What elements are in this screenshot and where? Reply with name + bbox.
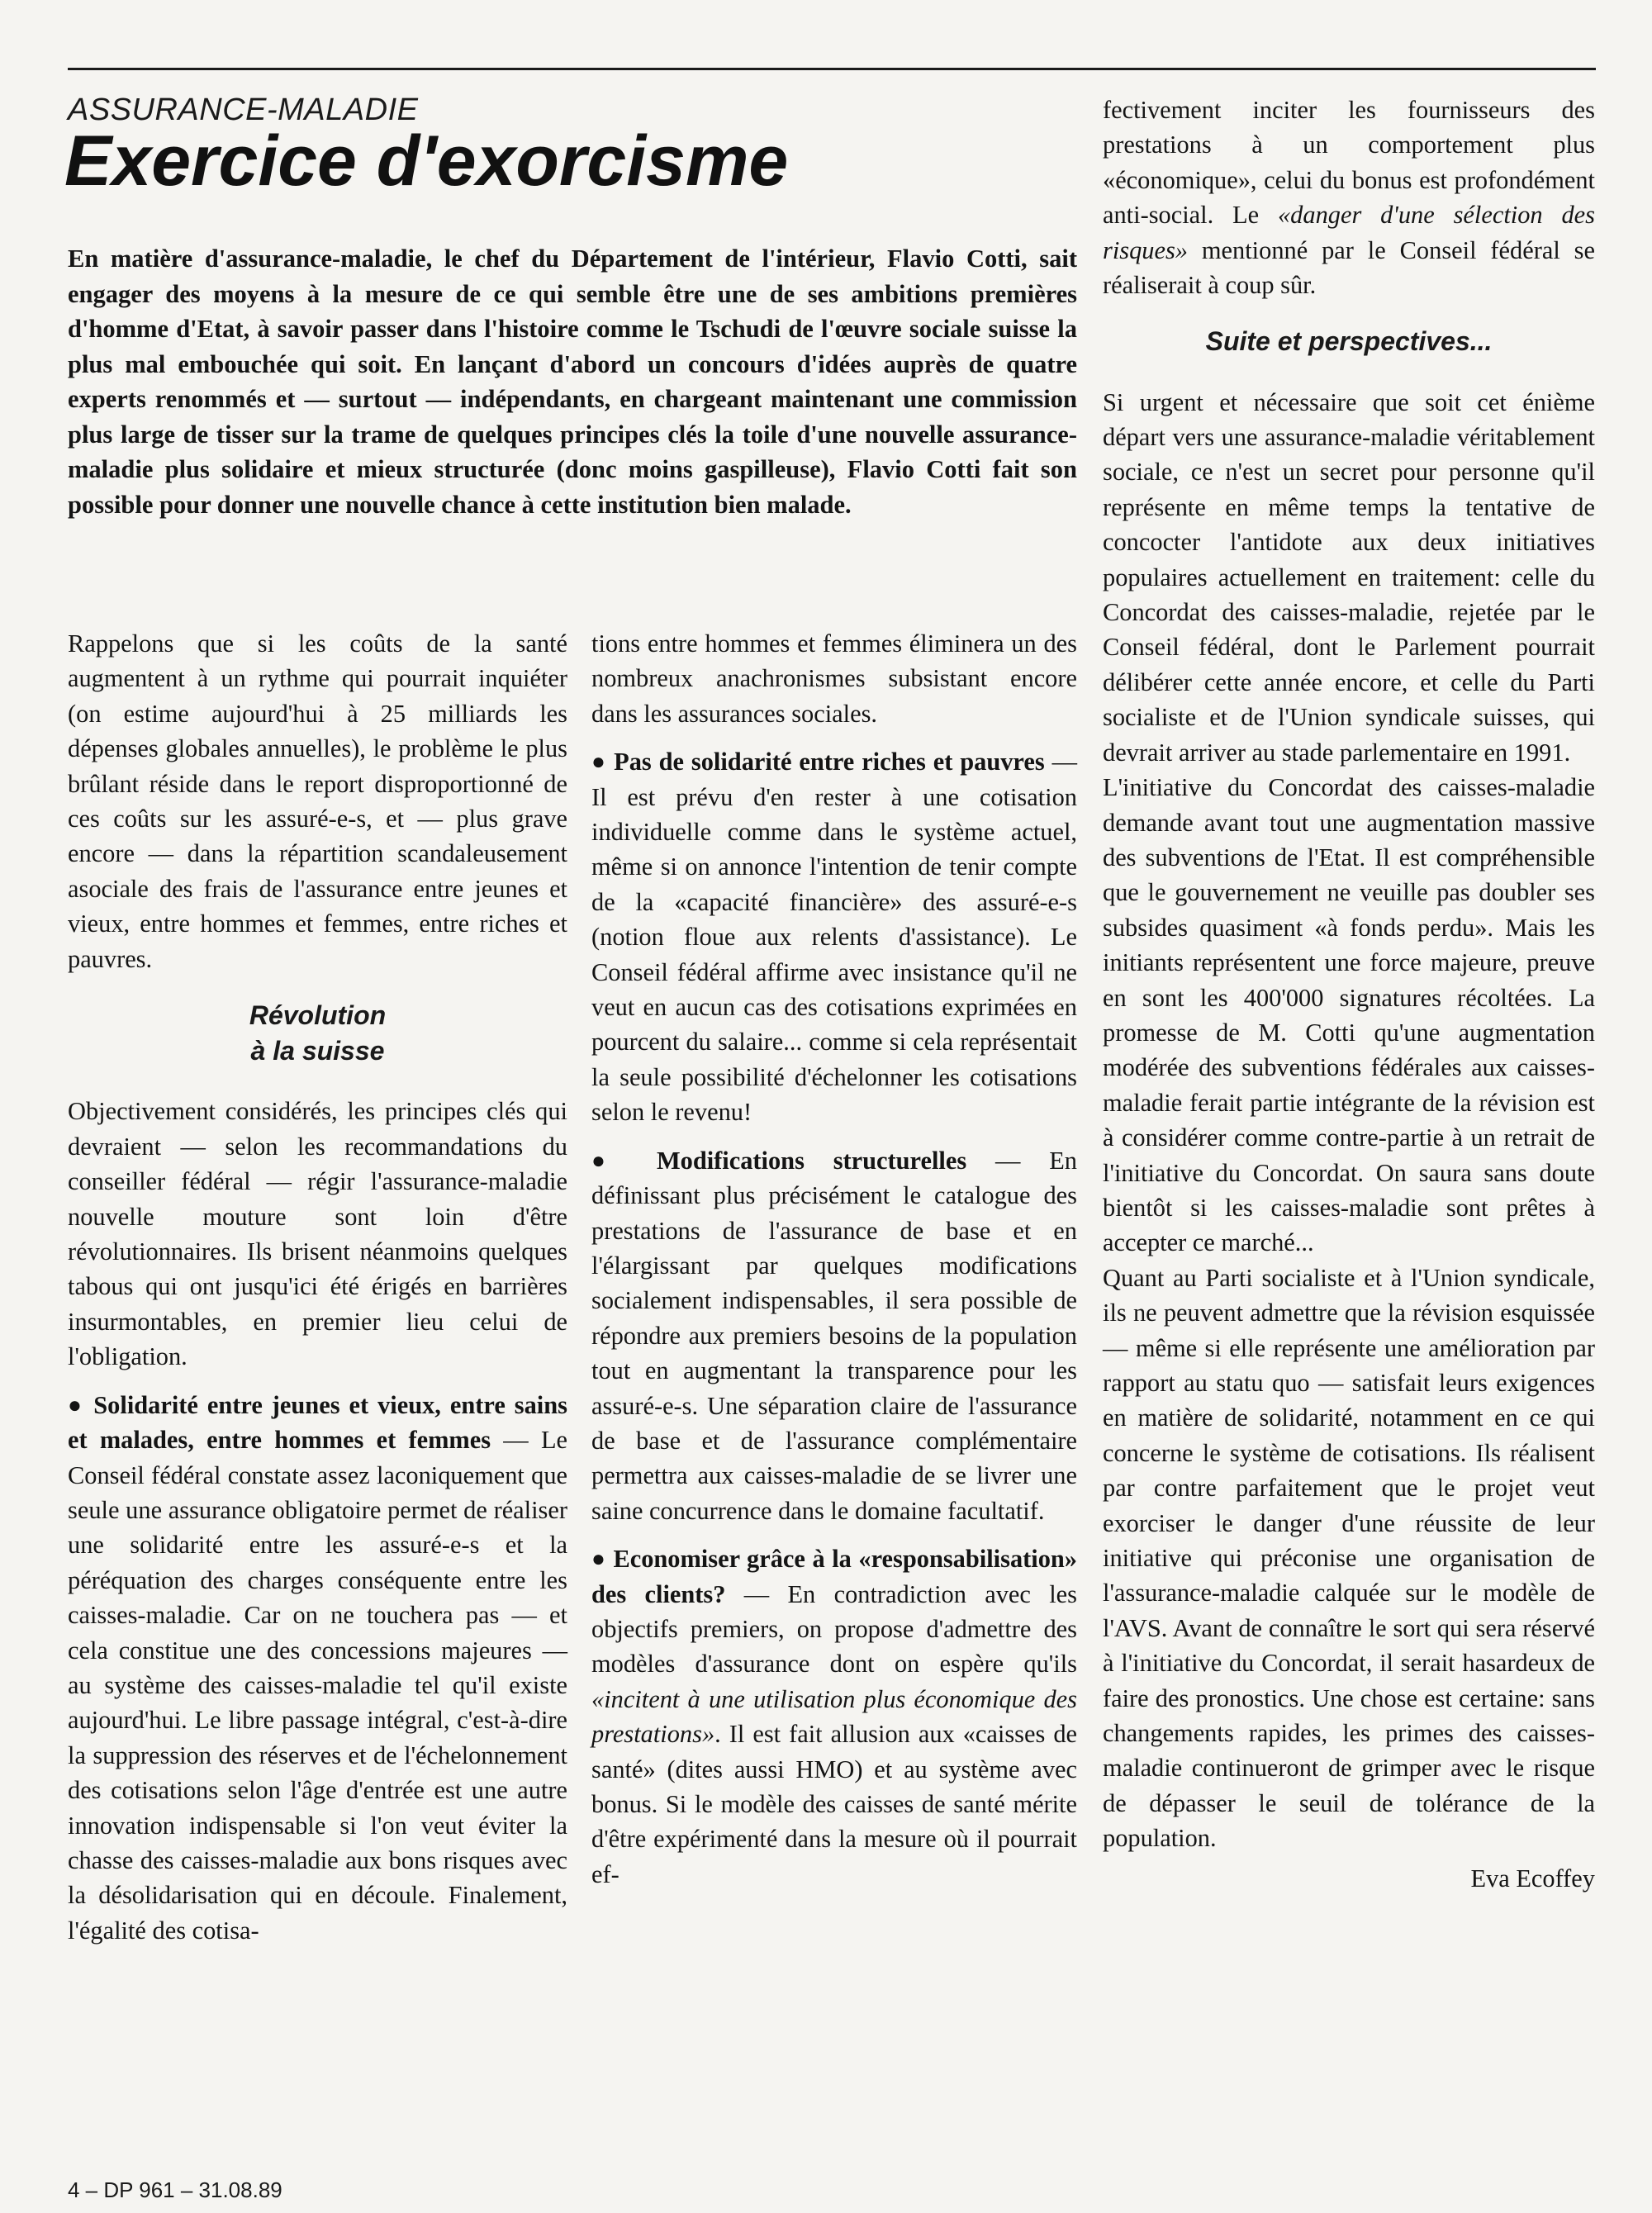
section-kicker: ASSURANCE-MALADIE	[68, 93, 419, 127]
bullet-section-solidarity	[68, 1388, 567, 1949]
paragraph: Quant au Parti socialiste et à l'Union syndicale, ils ne peuvent admettre que la révision esquissée — même si elle représente une amélioration par rapport au statu quo — satisfait leurs exigences en matière de solidarité, notamment en ce qui concerne le système de cotisations. Ils réalisent par contre parfaitement que le projet veut exorciser le danger d'une réussite de leur initiative qui préconise une organisation de l'assurance-maladie calquée sur le modèle de l'AVS. Avant de connaître le sort qui sera réservé à l'initiative du Concordat, il serait hasardeux de faire des pronostics. Une chose est certaine: sans changements rapides, les primes des caisses-maladie continueront de grimper avec le risque de dépasser le seuil de tolérance de la population.	[1103, 1263, 1595, 1853]
article-title: Exercice d'exorcisme	[64, 121, 789, 201]
paragraph	[1103, 93, 1595, 302]
bullet-text: — Le Conseil fédéral constate assez laconiquement que seule une assurance obligatoire permet de réaliser une solidarité entre les assuré-e-s et la péréquation des charges conséquente entre les caisses-maladie. Car on ne touchera pas — et cela constitue une des concessions majeures — au système des caisses-maladie tel qu'il existe aujourd'hui. Le libre passage intégral, c'est-à-dire la suppression des réserves et de l'échelonnement des cotisations selon l'âge d'entrée est une autre innovation indispensable si l'on veut éviter la chasse des caisses-maladie aux bons risques avec la désolidarisation qui en découle. Finalement, l'égalité des cotisa-	[68, 1426, 567, 1945]
subheading-line: à la suisse	[250, 1036, 385, 1066]
quote: «incitent à une utilisation plus économique des prestations»	[591, 1684, 1077, 1749]
bullet-heading: Pas de solidarité entre riches et pauvres	[614, 748, 1045, 776]
column-2	[591, 626, 1077, 1892]
paragraph: L'initiative du Concordat des caisses-maladie demande avant tout une augmentation massive des subventions de l'Etat. Il est compréhensible que le gouvernement ne veuille pas doubler ses subsides quasiment «à fonds perdu». Mais les initiants représentent une force majeure, preuve en sont les 400'000 signatures récoltées. La promesse de M. Cotti qu'une augmentation modérée des subventions fédérales aux caisses-maladie ferait partie intégrante de la révision est à considérer comme contre-partie à un retrait de l'initiative du Concordat. On saura sans doute bientôt si les caisses-maladie sont prêtes à accepter ce marché...	[1103, 773, 1595, 1257]
bullet-heading: Solidarité entre jeunes et vieux, entre sains et malades, entre hommes et femmes	[68, 1390, 567, 1455]
lead-paragraph: En matière d'assurance-maladie, le chef du Département de l'intérieur, Flavio Cotti, sait engager des moyens à la mesure de ce qui semble être une de ses ambitions premières d'homme d'Etat, à savoir passer dans l'histoire comme le Tschudi de l'œuvre sociale suisse la plus mal embouchée qui soit. En lançant d'abord un concours d'idées auprès de quatre experts renommés et — surtout — indépendants, en chargeant maintenant une commission plus large de tisser sur la trame de quelques principes clés la toile d'une nouvelle assurance-maladie plus solidaire et mieux structurée (donc moins gaspilleuse), Flavio Cotti fait son possible pour donner une nouvelle chance à cette institution bien malade.	[68, 245, 1077, 519]
text: fectivement inciter les fournisseurs des prestations à un comportement plus «économique», celui du bonus est profondément anti-social. Le	[1103, 96, 1595, 230]
text: mentionné par le Conseil fédéral se réaliserait à coup sûr.	[1103, 235, 1595, 300]
bullet-icon: ●	[591, 1147, 629, 1174]
bullet-icon: ●	[68, 1392, 85, 1418]
quote: «danger d'une sélection des risques»	[1103, 201, 1595, 264]
column-3	[1103, 93, 1595, 1896]
bullet-text: . Il est fait allusion aux «caisses de santé» (dites aussi HMO) et au système avec bonus. Si le modèle des caisses de santé mérite d'être expérimenté dans la mesure où il pourrait ef-	[591, 1720, 1077, 1888]
bullet-heading: Economiser grâce à la «responsabilisation» des clients?	[591, 1545, 1077, 1608]
subheading-suite: Suite et perspectives...	[1205, 326, 1493, 357]
paragraph: tions entre hommes et femmes éliminera un des nombreux anachronismes subsistant encore dans les assurances sociales.	[591, 629, 1077, 728]
bullet-section-economiser	[591, 1541, 1077, 1892]
paragraph: Objectivement considérés, les principes clés qui devraient — selon les recommandations du conseiller fédéral — régir l'assurance-maladie nouvelle mouture sont loin d'être révolutionnaires. Ils brisent néanmoins quelques tabous qui ont jusqu'ici été érigés en barrières insurmontables, en premier lieu celui de l'obligation.	[68, 1097, 567, 1371]
bullet-icon: ●	[591, 749, 607, 776]
author-signature: Eva Ecoffey	[1470, 1864, 1595, 1892]
bullet-text: — Il est prévu d'en rester à une cotisation individuelle comme dans le système actuel, même si on annonce l'intention de tenir compte de la «capacité financière» des assuré-e-s (notion floue aux relents d'assistance). Le Conseil fédéral affirme avec insistance qu'il ne veut en aucun cas des cotisations exprimées en pourcent du salaire... comme si cela représentait la seule possibilité d'échelonner les cotisations selon le revenu!	[591, 748, 1077, 1127]
page-footer: 4 – DP 961 – 31.08.89	[68, 2177, 282, 2202]
bullet-text: — En contradiction avec les objectifs premiers, on propose d'admettre des modèles d'assurance dont on espère qu'ils	[591, 1579, 1077, 1679]
subheading-revolution	[68, 998, 567, 1069]
bullet-section-rich-poor	[591, 744, 1077, 1129]
bullet-icon: ●	[591, 1546, 606, 1573]
bullet-text: — En définissant plus précisément le catalogue des prestations de l'assurance de base et en l'élargissant par quelques modifications socialement indispensables, il sera possible de répondre aux premiers besoins de la population tout en augmentant la transparence pour les assuré-e-s. Une séparation claire de l'assurance de base et de l'assurance complémentaire permettra aux caisses-maladie de se livrer une saine concurrence dans le domaine facultatif.	[591, 1146, 1077, 1525]
bullet-section-structural	[591, 1143, 1077, 1528]
bullet-heading: Modifications structurelles	[656, 1146, 967, 1175]
column-1	[68, 626, 567, 1948]
paragraph: Rappelons que si les coûts de la santé augmentent à un rythme qui pourrait inquiéter (on estime aujourd'hui à 25 milliards les dépenses globales annuelles), le problème le plus brûlant réside dans le report disproportionné de ces coûts sur les assuré-e-s, et — plus grave encore — dans la répartition scandaleusement asociale des frais de l'assurance entre jeunes et vieux, entre hommes et femmes, entre riches et pauvres.	[68, 629, 567, 973]
subheading-line: Révolution	[249, 1000, 387, 1031]
paragraph: Si urgent et nécessaire que soit cet énième départ vers une assurance-maladie véritablement sociale, ce n'est un secret pour personne qu'il représente en même temps la tentative de concocter l'antidote aux deux initiatives populaires actuellement en traitement: celle du Concordat des caisses-maladie, rejetée par le Conseil fédéral, dont le Parlement pourrait délibérer cette année encore, et celle du Parti socialiste et de l'Union syndicale suisses, qui devrait arriver au stade parlementaire en 1991.	[1103, 387, 1595, 767]
top-rule	[68, 68, 1596, 70]
